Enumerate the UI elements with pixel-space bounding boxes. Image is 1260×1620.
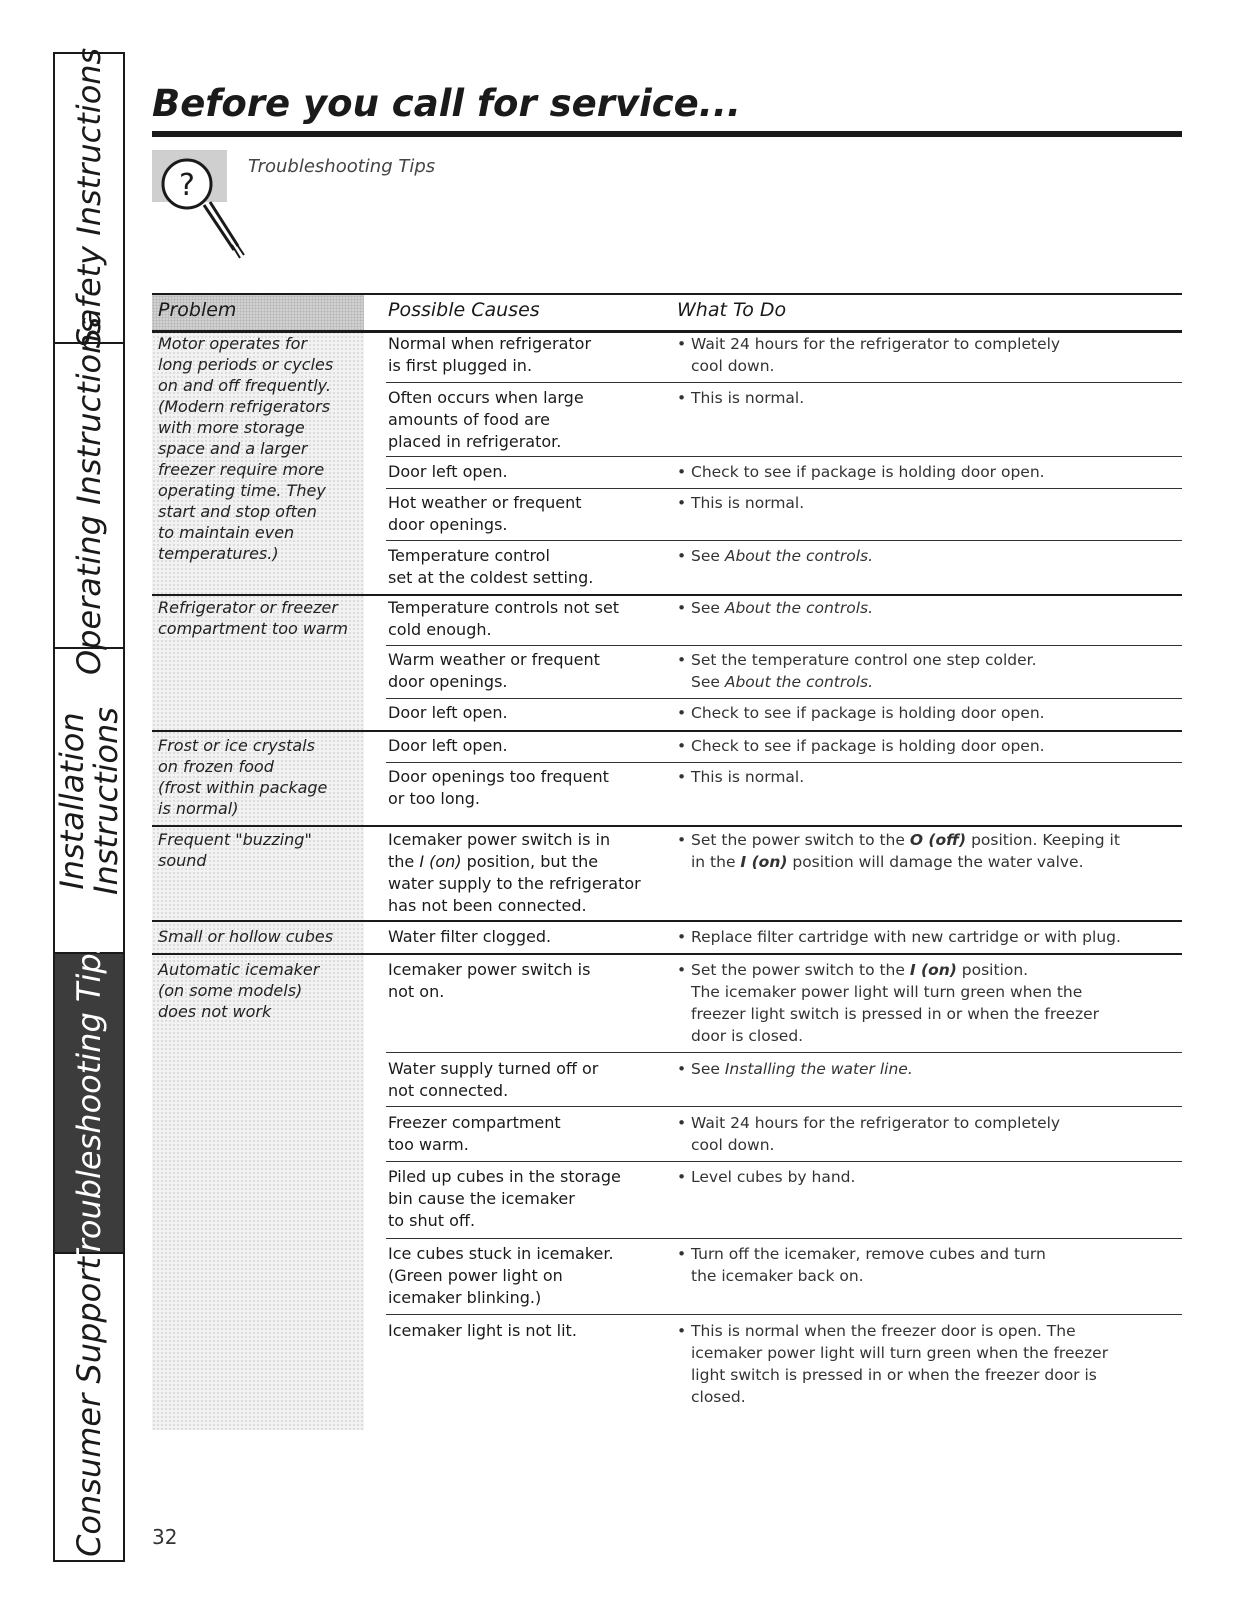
cause-cell: Ice cubes stuck in icemaker. (Green power light on icemaker blinking.) [388,1244,614,1307]
tab-label: Installation Instructions [53,706,125,895]
cause-cell: Normal when refrigerator is first plugged in. [388,334,592,375]
row-divider [386,1161,1182,1162]
todo-cell: • Check to see if package is holding door open. [677,737,1045,755]
group-divider [152,825,1182,827]
page-title: Before you call for service... [152,82,741,125]
cause-cell: Door left open. [388,703,508,722]
todo-cell: • Set the temperature control one step colder. See About the controls. [677,651,1037,691]
problem-frost-ice-crystals: Frost or ice crystals on frozen food (frost within package is normal) [158,736,328,818]
table-top-rule [152,293,1182,295]
group-divider [152,730,1182,732]
todo-cell: • Wait 24 hours for the refrigerator to completely cool down. [677,1114,1061,1154]
row-divider [386,540,1182,541]
todo-cell: • See About the controls. [677,547,874,565]
row-divider [386,698,1182,699]
cause-cell: Door openings too frequent or too long. [388,767,609,808]
todo-cell: • Turn off the icemaker, remove cubes and turn the icemaker back on. [677,1245,1046,1285]
problem-small-hollow-cubes: Small or hollow cubes [158,927,334,946]
tab-label: Troubleshooting Tips [70,936,108,1270]
cause-cell: Icemaker power switch is in the I (on) position, but the water supply to the refrigerator has not been connected. [388,830,641,915]
row-divider [386,762,1182,763]
todo-cell: • See About the controls. [677,599,874,617]
todo-cell: • Replace filter cartridge with new cartridge or with plug. [677,928,1121,946]
row-divider [386,456,1182,457]
cause-cell: Hot weather or frequent door openings. [388,493,582,534]
column-header-todo: What To Do [677,299,787,321]
tab-safety-instructions[interactable] [55,47,123,349]
svg-text:?: ? [179,168,195,203]
cause-cell: Freezer compartment too warm. [388,1113,561,1154]
subtitle: Troubleshooting Tips [248,156,436,177]
todo-cell: • Check to see if package is holding door open. [677,463,1045,481]
todo-cell: • Set the power switch to the I (on) position. The icemaker power light will turn green when the freezer light switch is pressed in or when the freezer door is closed. [677,961,1099,1045]
cause-cell: Water filter clogged. [388,927,552,946]
tab-consumer-support[interactable] [55,1254,123,1560]
tab-label: Safety Instructions [70,47,108,349]
todo-cell: • Set the power switch to the O (off) position. Keeping it in the I (on) position will damage the water valve. [677,831,1120,871]
problem-frequent-buzzing: Frequent "buzzing" sound [158,830,312,870]
tab-label: Consumer Support [70,1257,108,1557]
row-divider [386,1314,1182,1315]
magnifier-question-icon [152,150,252,262]
todo-cell: • See Installing the water line. [677,1060,913,1078]
todo-cell: • Wait 24 hours for the refrigerator to completely cool down. [677,335,1061,375]
group-divider [152,920,1182,922]
todo-cell: • This is normal when the freezer door is open. The icemaker power light will turn green when the freezer light switch is pressed in or when the freezer door is closed. [677,1322,1109,1406]
row-divider [386,488,1182,489]
page-number: 32 [152,1525,178,1549]
cause-cell: Icemaker power switch is not on. [388,960,591,1001]
problem-motor-operates: Motor operates for long periods or cycles on and off frequently. (Modern refrigerators with more storage space and a larger freezer require more operating time. They start and stop often to maintain even temperatures.) [158,334,334,563]
group-divider [152,953,1182,955]
cause-cell: Door left open. [388,462,508,481]
cause-cell: Often occurs when large amounts of food are placed in refrigerator. [388,388,584,451]
todo-cell: • Check to see if package is holding door open. [677,704,1045,722]
tab-troubleshooting-tips[interactable] [55,936,123,1270]
cause-cell: Door left open. [388,736,508,755]
row-divider [386,1238,1182,1239]
row-divider [386,1052,1182,1053]
cause-cell: Temperature control set at the coldest setting. [388,546,594,587]
group-divider [152,594,1182,596]
cause-cell: Temperature controls not set cold enough. [388,598,620,639]
cause-cell: Piled up cubes in the storage bin cause the icemaker to shut off. [388,1167,621,1230]
title-rule [152,131,1182,137]
problem-automatic-icemaker: Automatic icemaker (on some models) does not work [158,960,320,1021]
problem-compartment-too-warm: Refrigerator or freezer compartment too warm [158,598,348,638]
tab-operating-instructions[interactable] [55,316,123,675]
todo-cell: • This is normal. [677,768,805,786]
tab-label: Operating Instructions [70,316,108,675]
column-header-causes: Possible Causes [388,299,540,321]
todo-cell: • This is normal. [677,389,805,407]
side-tabs [53,47,125,1562]
tab-installation-instructions[interactable] [55,649,123,954]
cause-cell: Icemaker light is not lit. [388,1321,577,1340]
cause-cell: Warm weather or frequent door openings. [388,650,600,691]
row-divider [386,645,1182,646]
cause-cell: Water supply turned off or not connected. [388,1059,599,1100]
todo-cell: • This is normal. [677,494,805,512]
column-header-problem: Problem [158,299,237,321]
todo-cell: • Level cubes by hand. [677,1168,856,1186]
row-divider [386,1106,1182,1107]
row-divider [386,382,1182,383]
